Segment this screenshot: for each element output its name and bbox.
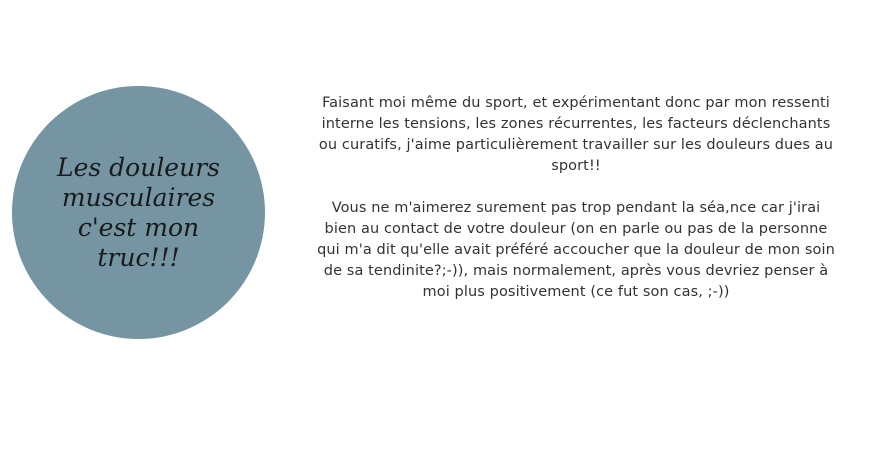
circle-heading: Les douleurs musculaires c'est mon truc!!! [56,152,220,272]
heading-circle [12,86,265,339]
description-paragraph-2: Vous ne m'aimerez surement pas trop pendant la séa,nce car j'irai bien au contact de votre douleur (on en parle ou pas de la personne qui m'a dit qu'elle avait préféré accoucher que la douleur de mon soin de sa tendinite?;-)), mais normalement, après vous devriez penser à moi plus positivement (ce fut son cas, ;-)) [317,200,835,300]
description-text-block [316,93,836,303]
description-paragraph-1: Faisant moi même du sport, et expérimentant donc par mon ressenti interne les tensions, les zones récurrentes, les facteurs déclenchants ou curatifs, j'aime particulièrement travailler sur les douleurs dues au sport!! [318,95,834,174]
